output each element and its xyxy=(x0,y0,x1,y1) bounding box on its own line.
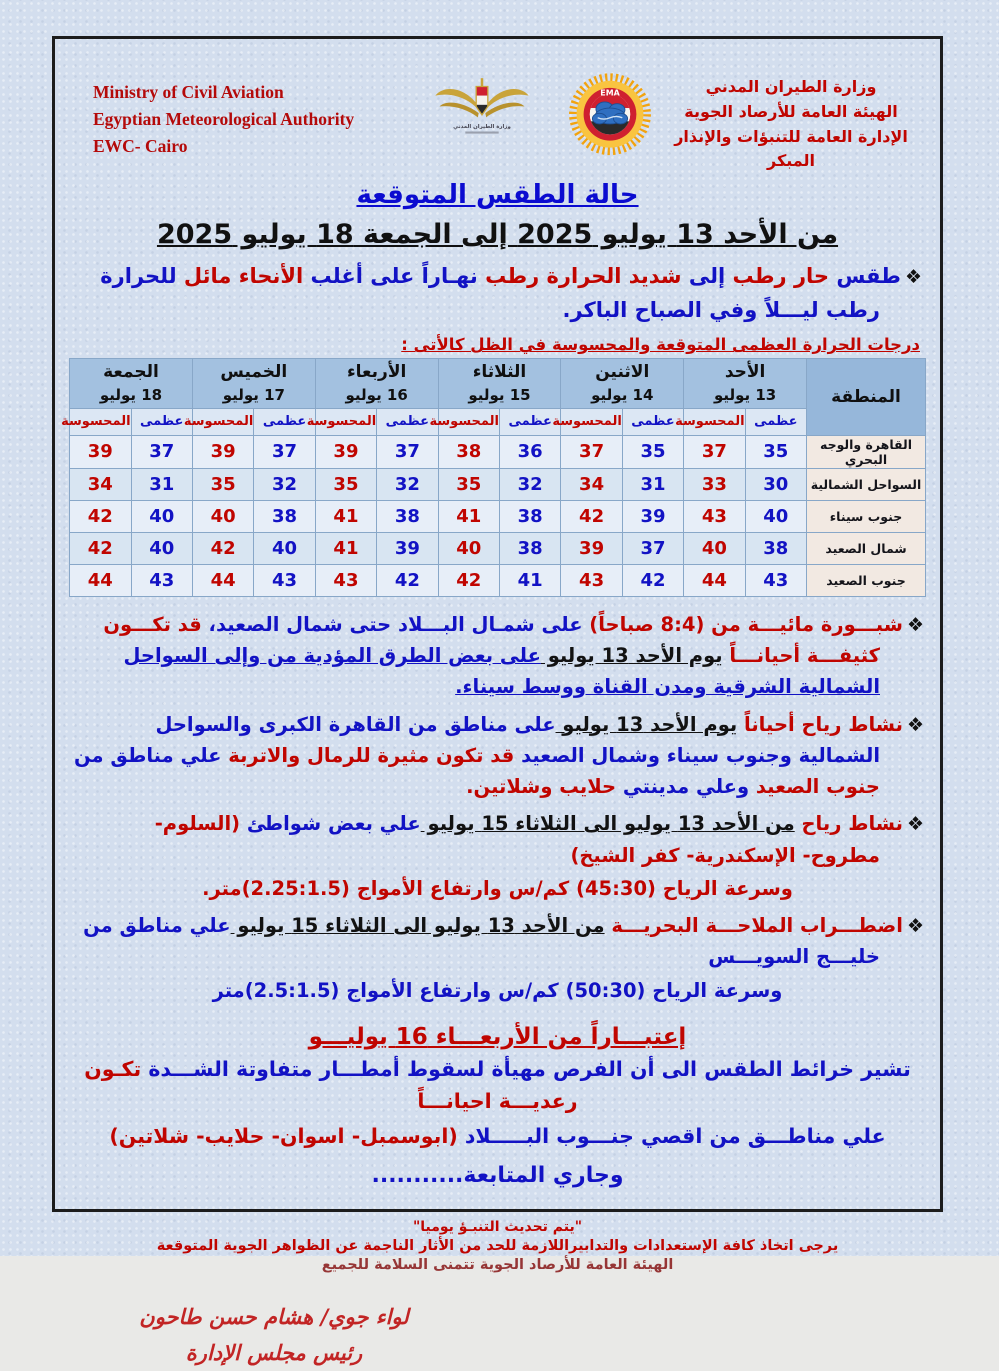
date-range: من الأحد 13 يوليو 2025 إلى الجمعة 18 يوليو 2025 xyxy=(156,219,839,251)
diamond-bullet-icon: ❖ xyxy=(906,915,924,938)
daily-update-note: "يتم تحديث التنبـؤ يوميا" xyxy=(412,1219,583,1236)
felt-temp-cell: 44 xyxy=(192,564,253,596)
text-span: وجاري المتابعة........... xyxy=(371,1163,624,1189)
felt-subheader: المحسوسة xyxy=(684,408,745,435)
felt-temp-cell: 39 xyxy=(315,435,376,468)
region-cell: شمال الصعيد xyxy=(807,532,926,564)
felt-temp-cell: 40 xyxy=(438,532,499,564)
bullet-text xyxy=(202,877,793,900)
felt-temp-cell: 40 xyxy=(684,532,745,564)
felt-temp-cell: 39 xyxy=(561,532,622,564)
text-span: قد تكـــون كثيفـــة أحيانـــاً xyxy=(103,612,880,668)
region-cell: جنوب الصعيد xyxy=(807,564,926,596)
civil-aviation-wings-logo-icon xyxy=(432,71,532,151)
section-heading: إعتبـــاراً من الأربعـــاء 16 يوليـــو xyxy=(308,1023,687,1050)
felt-temp-cell: 42 xyxy=(192,532,253,564)
table-caption: درجات الحرارة العظمى المتوقعة والمحسوسة في الظل كالأتى : xyxy=(401,335,920,355)
felt-temp-cell: 37 xyxy=(684,435,745,468)
summary-text xyxy=(100,264,901,322)
region-column-header: المنطقة xyxy=(807,359,926,435)
max-temp-cell: 39 xyxy=(622,500,683,532)
bullet-text xyxy=(83,914,903,968)
authority-name-ar: الهيئة العامة للأرصاد الجوية xyxy=(684,101,898,121)
felt-temp-cell: 41 xyxy=(315,500,376,532)
max-temp-cell: 43 xyxy=(745,564,806,596)
text-span: على مناطق من القاهرة الكبرى والسواحل الشمالية وجنوب سيناء وشمال الصعيد xyxy=(155,712,880,767)
max-temp-cell: 39 xyxy=(377,532,438,564)
text-span: نهـاراً على أغلب xyxy=(303,264,478,289)
table-row xyxy=(70,532,926,564)
text-span: وسرعة الرياح (45:30) كم/س وارتفاع الأمواج (2.25:1.5)متر. xyxy=(202,876,793,900)
max-subheader: عظمى xyxy=(377,408,438,435)
ministry-name-ar: وزارة الطيران المدني xyxy=(705,77,877,96)
bullet-text xyxy=(103,613,903,699)
section-text xyxy=(371,1163,623,1188)
logos xyxy=(432,67,654,165)
ministry-name-en: Ministry of Civil Aviation xyxy=(93,82,284,102)
weather-bullet-wind-coast xyxy=(71,808,924,871)
max-temp-cell: 37 xyxy=(131,435,192,468)
text-span: الأنحاء xyxy=(231,264,304,289)
department-name-ar: الإدارة العامة للتنبؤات والإنذار المبكر xyxy=(674,126,908,171)
table-row xyxy=(70,468,926,500)
max-temp-cell: 40 xyxy=(131,500,192,532)
max-subheader: عظمى xyxy=(745,408,806,435)
text-span: شديد الحرارة رطب xyxy=(477,264,682,289)
text-span: علي بعض شواطئ xyxy=(240,812,421,836)
max-temp-cell: 42 xyxy=(377,564,438,596)
table-row xyxy=(70,564,926,596)
diamond-bullet-icon: ❖ xyxy=(906,713,924,736)
temperature-table xyxy=(61,358,926,596)
signatory-title: رئيس مجلس الإدارة xyxy=(185,1339,363,1365)
diamond-bullet-icon: ❖ xyxy=(906,613,924,636)
region-cell: جنوب سيناء xyxy=(807,500,926,532)
text-span: قد تكون مثيرة للرمال والاتربة xyxy=(221,743,515,767)
max-temp-cell: 35 xyxy=(622,435,683,468)
felt-subheader: المحسوسة xyxy=(561,408,622,435)
felt-subheader: المحسوسة xyxy=(438,408,499,435)
felt-temp-cell: 40 xyxy=(192,500,253,532)
diamond-bullet-icon: ❖ xyxy=(906,813,924,836)
max-temp-cell: 43 xyxy=(131,564,192,596)
signatory-name: لواء جوي/ هشام حسن طاحون xyxy=(139,1304,409,1330)
max-temp-cell: 37 xyxy=(254,435,315,468)
warnings-section xyxy=(69,609,926,1006)
text-span: إلى xyxy=(681,264,726,289)
text-span: تكـون رعديـــة احيانـــاً xyxy=(84,1056,578,1113)
ema-label-text: EMA xyxy=(599,88,620,98)
felt-subheader: المحسوسة xyxy=(70,408,132,435)
section-line xyxy=(69,1121,926,1153)
text-span: جنوب الصعيد xyxy=(749,775,880,799)
felt-temp-cell: 42 xyxy=(561,500,622,532)
text-span: وسرعة الرياح (50:30) كم/س وارتفاع الأمواج (2.5:1.5)متر xyxy=(212,978,783,1002)
weather-bullet-wind-land xyxy=(71,709,924,803)
header-arabic xyxy=(662,67,920,174)
page-title: حالة الطقس المتوقعة xyxy=(356,180,639,211)
follow-up-line xyxy=(69,1159,926,1193)
day-header: الأحد 13 يوليو xyxy=(684,359,807,408)
max-temp-cell: 38 xyxy=(254,500,315,532)
text-span: (السلوم- مطروح- الإسكندرية- كفر الشيخ) xyxy=(154,812,880,867)
felt-temp-cell: 43 xyxy=(561,564,622,596)
diamond-bullet-icon: ❖ xyxy=(904,266,922,289)
max-subheader: عظمى xyxy=(622,408,683,435)
felt-temp-cell: 38 xyxy=(438,435,499,468)
max-temp-cell: 41 xyxy=(499,564,560,596)
text-span: يوم الأحد 13 يوليو xyxy=(540,644,723,668)
text-span: نشاط رياح xyxy=(794,812,903,836)
text-span: من الأحد 13 يوليو الى الثلاثاء 15 يوليو xyxy=(420,812,795,836)
section-text xyxy=(84,1057,911,1113)
text-span: على شمـال البـــلاد حتى شمال الصعيد، xyxy=(201,612,583,636)
wind-speed-line xyxy=(69,873,926,904)
svg-text:وزارة الطيران المدني: وزارة الطيران المدني xyxy=(452,124,511,131)
max-temp-cell: 38 xyxy=(377,500,438,532)
text-span: طقس xyxy=(829,264,901,289)
max-temp-cell: 32 xyxy=(254,468,315,500)
text-span: شبـــورة مائيـــة من (8:4 صباحاً) xyxy=(582,612,903,636)
felt-temp-cell: 35 xyxy=(438,468,499,500)
max-temp-cell: 42 xyxy=(622,564,683,596)
max-temp-cell: 35 xyxy=(745,435,806,468)
felt-temp-cell: 43 xyxy=(684,500,745,532)
text-span: للحرارة رطب ليـــلاً وفي الصباح الباكر. xyxy=(100,264,880,322)
max-temp-cell: 38 xyxy=(499,500,560,532)
felt-temp-cell: 43 xyxy=(315,564,376,596)
max-subheader: عظمى xyxy=(499,408,560,435)
felt-temp-cell: 34 xyxy=(70,468,132,500)
day-header: الخميس 17 يوليو xyxy=(192,359,315,408)
text-span: (ابوسمبل- اسوان- حلايب- شلاتين) xyxy=(109,1124,458,1149)
day-header: الثلاثاء 15 يوليو xyxy=(438,359,561,408)
max-temp-cell: 37 xyxy=(622,532,683,564)
max-temp-cell: 43 xyxy=(254,564,315,596)
max-temp-cell: 40 xyxy=(745,500,806,532)
text-span: نشاط رياح أحياناً xyxy=(737,712,903,736)
precautions-note: يرجى اتخاذ كافة الإستعدادات والتدابيراللازمة للحد من الأثار الناجمة عن الظواهر الجوية المتوقعة xyxy=(156,1238,839,1255)
bullet-text xyxy=(213,979,783,1002)
text-span: على بعض الطرق المؤدية من وإلى السواحل الشمالية الشرقية ومدن القناة ووسط سيناء. xyxy=(123,644,880,699)
max-subheader: عظمى xyxy=(131,408,192,435)
max-subheader: عظمى xyxy=(254,408,315,435)
max-temp-cell: 37 xyxy=(377,435,438,468)
weather-bullet-fog xyxy=(71,609,924,703)
max-temp-cell: 32 xyxy=(499,468,560,500)
day-header: الجمعة 18 يوليو xyxy=(70,359,193,408)
region-cell: السواحل الشمالية xyxy=(807,468,926,500)
felt-temp-cell: 39 xyxy=(192,435,253,468)
felt-temp-cell: 41 xyxy=(438,500,499,532)
ema-sun-logo-icon xyxy=(566,71,654,165)
max-temp-cell: 31 xyxy=(622,468,683,500)
ewc-cairo-label: EWC- Cairo xyxy=(93,136,188,157)
document-header xyxy=(75,67,920,174)
text-span: اضطـــراب الملاحـــة البحريـــة xyxy=(604,914,903,938)
authority-name-en: Egyptian Meteorological Authority xyxy=(93,109,355,130)
text-span: علي مناطق من خليـــج السويـــس xyxy=(83,914,880,969)
section-text xyxy=(109,1124,885,1148)
weather-summary xyxy=(73,260,922,327)
text-span: علي مناطـــق من اقصي جنـــوب البـــــلاد xyxy=(457,1124,886,1149)
table-row xyxy=(70,500,926,532)
safety-wish-note: الهيئة العامة للأرصاد الجوية تتمنى السلامة للجميع xyxy=(321,1257,674,1274)
max-temp-cell: 36 xyxy=(499,435,560,468)
footer-notes xyxy=(69,1219,926,1273)
felt-temp-cell: 35 xyxy=(192,468,253,500)
text-span: حلايب وشلاتين. xyxy=(466,775,617,799)
max-temp-cell: 38 xyxy=(745,532,806,564)
text-span: من الأحد 13 يوليو الى الثلاثاء 15 يوليو xyxy=(230,914,605,938)
felt-temp-cell: 41 xyxy=(315,532,376,564)
felt-temp-cell: 34 xyxy=(561,468,622,500)
max-temp-cell: 40 xyxy=(254,532,315,564)
table-row xyxy=(70,435,926,468)
text-span: حار رطب xyxy=(725,264,830,289)
felt-temp-cell: 37 xyxy=(561,435,622,468)
region-cell: القاهرة والوجه البحري xyxy=(807,435,926,468)
felt-temp-cell: 39 xyxy=(70,435,132,468)
max-temp-cell: 30 xyxy=(745,468,806,500)
text-span: يوم الأحد 13 يوليو xyxy=(555,712,738,736)
weather-bullet-marine xyxy=(71,910,924,973)
felt-temp-cell: 42 xyxy=(70,500,132,532)
bullet-text xyxy=(74,713,903,799)
text-span: مائل xyxy=(176,264,232,289)
felt-temp-cell: 42 xyxy=(70,532,132,564)
text-span: تشير خرائط الطقس الى أن الفرص مهيأة لسقوط أمطـــار متفاوتة الشـــدة xyxy=(141,1056,911,1081)
signature-block xyxy=(109,1299,439,1370)
max-temp-cell: 32 xyxy=(377,468,438,500)
max-temp-cell: 40 xyxy=(131,532,192,564)
day-header: الأربعاء 16 يوليو xyxy=(315,359,438,408)
max-temp-cell: 31 xyxy=(131,468,192,500)
day-header: الاثنين 14 يوليو xyxy=(561,359,684,408)
felt-temp-cell: 44 xyxy=(70,564,132,596)
felt-temp-cell: 35 xyxy=(315,468,376,500)
bullet-text xyxy=(155,812,903,866)
header-english xyxy=(75,67,423,160)
max-temp-cell: 38 xyxy=(499,532,560,564)
felt-subheader: المحسوسة xyxy=(192,408,253,435)
felt-temp-cell: 33 xyxy=(684,468,745,500)
wind-speed-line xyxy=(69,975,926,1006)
page-border xyxy=(52,36,943,1365)
felt-temp-cell: 44 xyxy=(684,564,745,596)
felt-subheader: المحسوسة xyxy=(315,408,376,435)
text-span: علي مناطق من xyxy=(73,743,222,767)
text-span: وعلي مدينتي xyxy=(616,775,750,799)
felt-temp-cell: 42 xyxy=(438,564,499,596)
section-line xyxy=(69,1054,926,1118)
